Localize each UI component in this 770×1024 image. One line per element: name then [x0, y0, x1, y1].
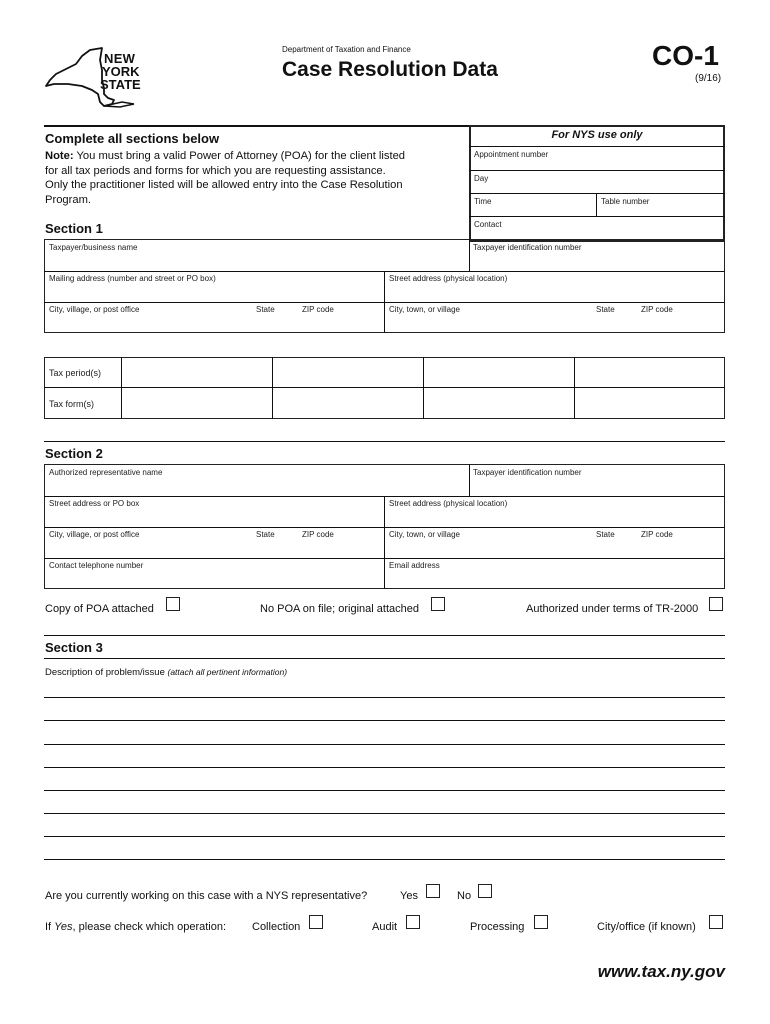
- description-line-6: [44, 813, 725, 814]
- logo-line-york: YORK: [102, 64, 140, 79]
- zip-2-label: ZIP code: [641, 305, 673, 314]
- tax-form-cell-1[interactable]: [122, 388, 272, 418]
- collection-label: Collection: [252, 921, 301, 933]
- note-label: Note:: [45, 150, 74, 162]
- city-town-label: City, town, or village: [389, 305, 460, 314]
- note-line-4: Program.: [45, 193, 92, 206]
- logo-line-state: STATE: [100, 77, 141, 92]
- zip-label: ZIP code: [302, 305, 334, 314]
- tax-periods-label: Tax period(s): [49, 368, 102, 378]
- note-line-2: for all tax periods and forms for which you are requesting assistance.: [45, 164, 386, 177]
- nys-rep-question: Are you currently working on this case with a NYS representative?: [45, 890, 368, 902]
- processing-label: Processing: [470, 921, 525, 933]
- description-line-3: [44, 744, 725, 745]
- description-line-1: [44, 697, 725, 698]
- processing-checkbox[interactable]: [534, 915, 548, 929]
- form-number: CO-1: [652, 40, 719, 71]
- email-label: Email address: [389, 561, 440, 570]
- tr2000-checkbox[interactable]: [709, 597, 723, 611]
- operation-yes-word: Yes: [54, 921, 73, 933]
- state-label: State: [256, 305, 275, 314]
- department-name: Department of Taxation and Finance: [282, 45, 411, 54]
- description-line-2: [44, 720, 725, 721]
- logo-line-new: NEW: [104, 51, 136, 66]
- tax-forms-label: Tax form(s): [49, 399, 94, 409]
- note-line-3: Only the practitioner listed will be allowed entry into the Case Resolution: [45, 179, 403, 191]
- rep-street-po-label: Street address or PO box: [49, 499, 140, 508]
- tax-form-cell-3[interactable]: [424, 388, 574, 418]
- rep-zip-label: ZIP code: [302, 530, 334, 539]
- tax-form-cell-2[interactable]: [273, 388, 423, 418]
- nys-box-divider-3: [469, 193, 725, 194]
- section-3-rule: [44, 658, 725, 659]
- rep-street-physical-label: Street address (physical location): [389, 499, 508, 508]
- nys-box-title: For NYS use only: [551, 129, 643, 141]
- tax-period-cell-4[interactable]: [575, 358, 724, 387]
- mailing-address-label: Mailing address (number and street or PO box): [49, 274, 216, 283]
- description-text: Description of problem/issue: [45, 667, 165, 678]
- instructions-note: [45, 149, 405, 207]
- rep-zip-2-label: ZIP code: [641, 530, 673, 539]
- state-2-label: State: [596, 305, 615, 314]
- nys-box-divider-4: [596, 193, 597, 217]
- no-poa-label: No POA on file; original attached: [260, 603, 419, 615]
- operation-prefix: If: [45, 921, 55, 933]
- description-note: (attach all pertinent information): [167, 667, 288, 677]
- section-2-top-rule: [44, 441, 725, 442]
- section-1-title: Section 1: [45, 221, 103, 236]
- city-office-label: City/office (if known): [597, 921, 696, 933]
- rep-city-town-label: City, town, or village: [389, 530, 460, 539]
- tax-period-cell-2[interactable]: [273, 358, 423, 387]
- website-link[interactable]: www.tax.ny.gov: [597, 962, 725, 981]
- time-label: Time: [474, 197, 492, 206]
- description-line-7: [44, 836, 725, 837]
- poa-copy-label: Copy of POA attached: [45, 603, 154, 615]
- audit-label: Audit: [372, 921, 398, 933]
- instructions-heading: Complete all sections below: [45, 131, 220, 146]
- rep-taxpayer-id-label: Taxpayer identification number: [473, 468, 582, 477]
- nys-logo: [42, 44, 150, 110]
- operation-question: [45, 921, 226, 933]
- rep-name-label: Authorized representative name: [49, 468, 163, 477]
- appointment-number-label: Appointment number: [474, 150, 549, 159]
- tax-period-cell-1[interactable]: [122, 358, 272, 387]
- audit-checkbox[interactable]: [406, 915, 420, 929]
- rep-state-2-label: State: [596, 530, 615, 539]
- yes-label: Yes: [400, 890, 418, 902]
- yes-checkbox[interactable]: [426, 884, 440, 898]
- tr2000-label: Authorized under terms of TR-2000: [526, 603, 699, 615]
- note-line-1: You must bring a valid Power of Attorney (POA) for the client listed: [73, 150, 406, 162]
- description-line-5: [44, 790, 725, 791]
- no-poa-checkbox[interactable]: [431, 597, 445, 611]
- phone-label: Contact telephone number: [49, 561, 144, 570]
- taxpayer-id-label: Taxpayer identification number: [473, 243, 582, 252]
- description-textarea[interactable]: [44, 680, 725, 860]
- tax-form-cell-4[interactable]: [575, 388, 724, 418]
- section-3-title: Section 3: [45, 640, 103, 655]
- day-label: Day: [474, 174, 489, 183]
- form-revision: (9/16): [695, 73, 722, 84]
- description-line-4: [44, 767, 725, 768]
- page-title: Case Resolution Data: [282, 58, 498, 81]
- description-label: [45, 667, 287, 678]
- street-address-label: Street address (physical location): [389, 274, 508, 283]
- description-line-8: [44, 859, 725, 860]
- no-checkbox[interactable]: [478, 884, 492, 898]
- tax-period-cell-3[interactable]: [424, 358, 574, 387]
- section-3-top-rule: [44, 635, 725, 636]
- nys-box-divider-2: [469, 170, 725, 171]
- collection-checkbox[interactable]: [309, 915, 323, 929]
- operation-suffix: , please check which operation:: [72, 921, 227, 933]
- poa-copy-checkbox[interactable]: [166, 597, 180, 611]
- rep-city-po-label: City, village, or post office: [49, 530, 140, 539]
- rep-state-label: State: [256, 530, 275, 539]
- table-number-label: Table number: [601, 197, 650, 206]
- city-office-checkbox[interactable]: [709, 915, 723, 929]
- nys-use-only-box: [469, 125, 725, 242]
- contact-label: Contact: [474, 220, 502, 229]
- city-po-label: City, village, or post office: [49, 305, 140, 314]
- taxpayer-name-label: Taxpayer/business name: [49, 243, 138, 252]
- nys-box-divider-1: [469, 146, 725, 147]
- section-2-title: Section 2: [45, 446, 103, 461]
- no-label: No: [457, 890, 472, 902]
- nys-box-divider-5: [469, 216, 725, 217]
